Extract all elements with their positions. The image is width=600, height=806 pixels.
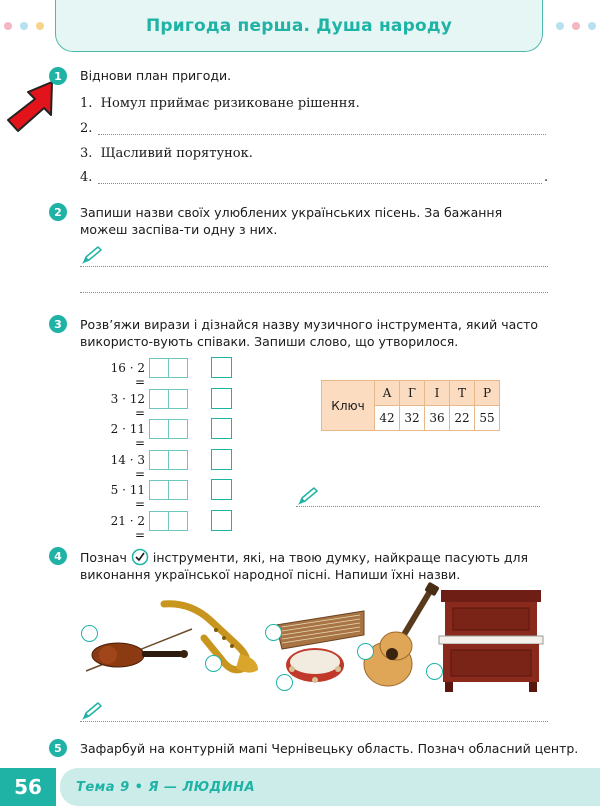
expression-text: 16 · 2 = xyxy=(110,361,145,389)
task-1-number: 1 xyxy=(49,67,67,85)
key-value: 36 xyxy=(425,406,450,431)
task-5-number: 5 xyxy=(49,739,67,757)
tambourine-image xyxy=(284,645,346,685)
pencil-icon xyxy=(296,485,320,507)
footer-topic: Тема 9 • Я — ЛЮДИНА xyxy=(76,779,256,795)
answer-cell[interactable] xyxy=(168,419,188,439)
answer-cell[interactable] xyxy=(149,389,169,409)
select-tambourine-circle[interactable] xyxy=(276,674,293,691)
answer-cell[interactable] xyxy=(149,358,169,378)
answer-cells[interactable] xyxy=(149,511,187,531)
plan-end-mark: . xyxy=(544,170,549,185)
task-3-number: 3 xyxy=(49,315,67,333)
answer-cell[interactable] xyxy=(168,450,188,470)
answer-cell[interactable] xyxy=(149,511,169,531)
select-piano-circle[interactable] xyxy=(426,663,443,680)
task-4-number: 4 xyxy=(49,547,67,565)
answer-cell[interactable] xyxy=(168,480,188,500)
expression-text: 3 · 12 = xyxy=(110,391,145,420)
letter-answer-box[interactable] xyxy=(211,449,232,470)
task-2-answer-line-2[interactable] xyxy=(80,292,548,293)
task-3-text: Розв’яжи вирази і дізнайся назву музичного інструмента, який часто використо-вують співаки. Запиши слово, що утворилося. xyxy=(80,317,539,349)
answer-cells[interactable] xyxy=(149,419,187,439)
answer-cell[interactable] xyxy=(149,419,169,439)
plan-item-1: 1. Номул приймає ризиковане рішення. xyxy=(80,96,360,111)
key-value: 22 xyxy=(450,406,475,431)
key-value: 32 xyxy=(400,406,425,431)
answer-cell[interactable] xyxy=(168,389,188,409)
answer-cell[interactable] xyxy=(168,358,188,378)
plan-item-2-label: 2. xyxy=(80,121,93,136)
plan-item-2-answer-line[interactable] xyxy=(98,134,546,135)
letter-answer-box[interactable] xyxy=(211,388,232,409)
key-value: 55 xyxy=(475,406,500,431)
expression-text: 5 · 11 = xyxy=(110,483,145,511)
page-title-box xyxy=(55,0,543,52)
select-saxophone-circle[interactable] xyxy=(205,655,222,672)
letter-answer-box[interactable] xyxy=(211,418,232,439)
red-arrow-icon xyxy=(2,80,60,136)
answer-cell[interactable] xyxy=(168,511,188,531)
letter-answer-box[interactable] xyxy=(211,510,232,531)
letter-answer-box[interactable] xyxy=(211,479,232,500)
task-3-answer-line[interactable] xyxy=(296,506,540,507)
key-letter: Г xyxy=(400,381,425,406)
checkmark-circle-icon xyxy=(131,548,149,566)
answer-cell[interactable] xyxy=(149,450,169,470)
page-title: Пригода перша. Душа народу xyxy=(145,15,453,36)
select-guitar-circle[interactable] xyxy=(357,643,374,660)
plan-item-3: 3. Щасливий порятунок. xyxy=(80,146,253,161)
task-4-answer-line[interactable] xyxy=(80,721,548,722)
pencil-icon xyxy=(80,700,104,722)
page-number: 56 xyxy=(0,768,56,806)
key-letter: І xyxy=(425,381,450,406)
plan-item-4-answer-line[interactable] xyxy=(98,183,542,184)
letter-answer-box[interactable] xyxy=(211,357,232,378)
key-letter: Т xyxy=(450,381,475,406)
expression-text: 21 · 2 = xyxy=(110,513,145,542)
task-2-text: Запиши назви своїх улюблених українських пісень. За бажання можеш заспіва-ти одну з них. xyxy=(80,205,503,237)
answer-cells[interactable] xyxy=(149,389,187,409)
key-table xyxy=(321,380,500,431)
answer-cells[interactable] xyxy=(149,480,187,500)
key-label: Ключ xyxy=(322,381,375,431)
expression-text: 14 · 3 = xyxy=(110,452,145,481)
pencil-icon xyxy=(80,244,104,266)
key-letter: Р xyxy=(475,381,500,406)
footer-topic-bar xyxy=(60,768,600,806)
task-5-text: Зафарбуй на контурній мапі Чернівецьку область. Познач обласний центр. xyxy=(80,741,579,756)
plan-item-4-label: 4. xyxy=(80,170,93,185)
answer-cells[interactable] xyxy=(149,358,187,378)
task-4-text: Познач інструменти, які, на твою думку, найкраще пасують для виконання української народної пісні. Напиши їхні назви. xyxy=(80,550,529,582)
select-zither-circle[interactable] xyxy=(265,624,282,641)
key-letter: А xyxy=(375,381,400,406)
task-2-answer-line-1[interactable] xyxy=(80,266,548,267)
select-violin-circle[interactable] xyxy=(81,625,98,642)
piano-image xyxy=(435,588,547,694)
answer-cells[interactable] xyxy=(149,450,187,470)
expression-text: 2 · 11 = xyxy=(110,422,145,450)
task-2-number: 2 xyxy=(49,203,67,221)
task-1-text: Віднови план пригоди. xyxy=(80,68,232,83)
answer-cell[interactable] xyxy=(149,480,169,500)
key-value: 42 xyxy=(375,406,400,431)
